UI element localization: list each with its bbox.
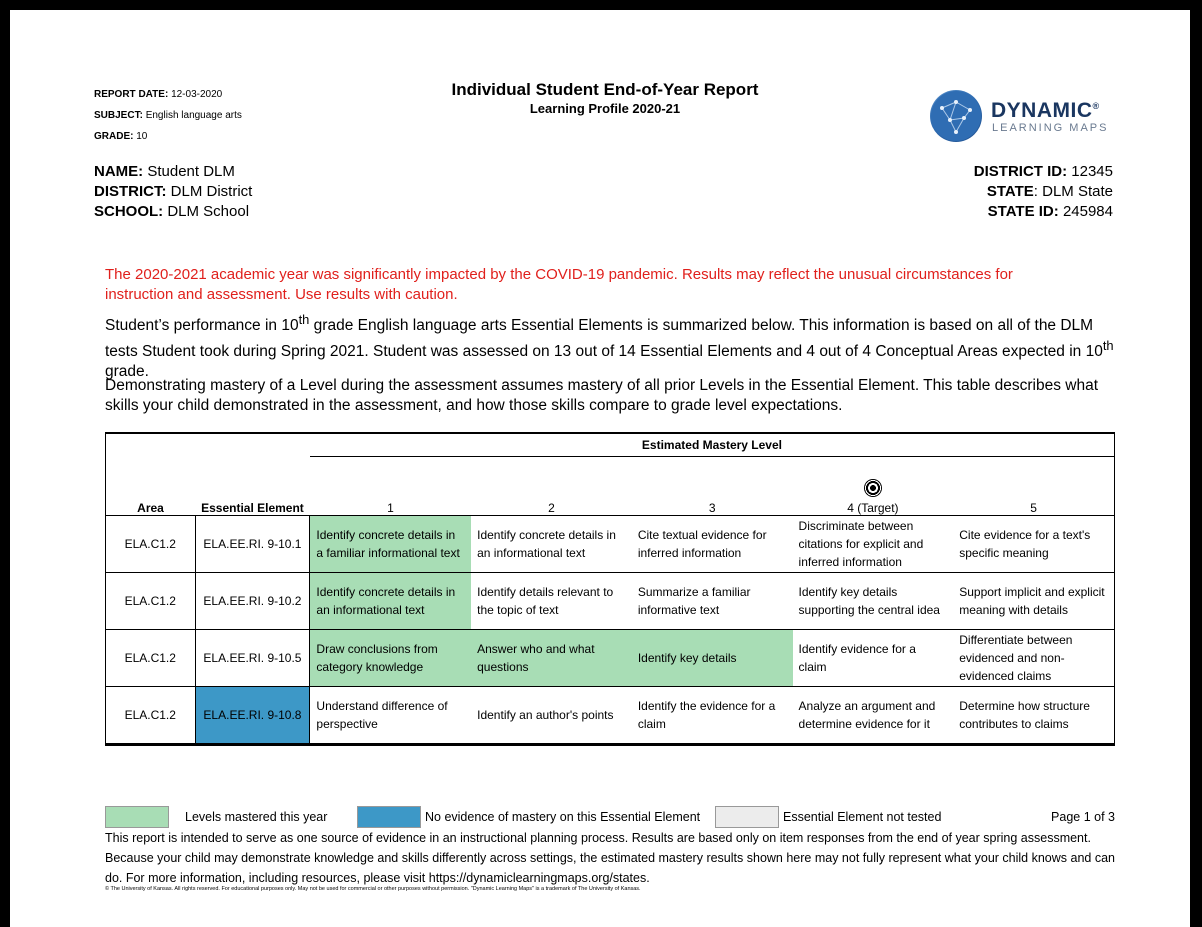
level-cell: Identify key details supporting the central idea bbox=[793, 573, 954, 630]
level-cell: Determine how structure contributes to claims bbox=[953, 687, 1114, 745]
covid-notice: The 2020-2021 academic year was significantly impacted by the COVID-19 pandemic. Results may reflect the unusual circumstances for instruction and assessment. Use results with caution. bbox=[105, 266, 1013, 303]
legend-swatch-mastered bbox=[105, 806, 169, 828]
table-row bbox=[106, 687, 1115, 745]
level-cell-mastered: Answer who and what questions bbox=[471, 630, 632, 687]
page-number: Page 1 of 3 bbox=[1051, 810, 1115, 824]
mastery-explanation: Demonstrating mastery of a Level during the assessment assumes mastery of all prior Levels in the Essential Element. This table describes what skills your child demonstrated in the assessment, and how those skills compare to grade level expectations. bbox=[105, 377, 1099, 414]
table-caption: Estimated Mastery Level bbox=[310, 433, 1115, 457]
table-row bbox=[106, 573, 1115, 630]
student-school: DLM School bbox=[167, 203, 250, 220]
legend-label-mastered: Levels mastered this year bbox=[185, 810, 328, 824]
district-id: 12345 bbox=[1071, 163, 1113, 180]
level-cell-mastered: Identify key details bbox=[632, 630, 793, 687]
col-ee-header: Essential Element bbox=[201, 501, 304, 515]
level-cell: Identify evidence for a claim bbox=[793, 630, 954, 687]
legend-label-no-evidence: No evidence of mastery on this Essential Element bbox=[425, 810, 701, 824]
state-id: 245984 bbox=[1062, 203, 1113, 220]
student-district: DLM District bbox=[170, 183, 253, 200]
area-cell: ELA.C1.2 bbox=[106, 573, 196, 630]
logo-text: DYNAMIC bbox=[991, 99, 1093, 122]
level-1-header: 1 bbox=[387, 501, 394, 515]
report-title-block bbox=[390, 80, 820, 116]
copyright-notice: © The University of Kansas. All rights reserved. For educational purposes only. May not be used for commercial or other purposes without permission. "Dynamic Learning Maps" is a trademark of The University of Kansas. bbox=[105, 886, 641, 892]
report-date: 12-03-2020 bbox=[171, 89, 223, 100]
area-cell: ELA.C1.2 bbox=[106, 687, 196, 745]
level-cell: Identify an author's points bbox=[471, 687, 632, 745]
state-id-label: STATE ID: bbox=[987, 203, 1059, 220]
school-label: SCHOOL: bbox=[94, 203, 164, 220]
level-5-header: 5 bbox=[1030, 501, 1037, 515]
level-3-header: 3 bbox=[708, 501, 716, 515]
legend bbox=[105, 806, 1115, 828]
report-date-label: REPORT DATE bbox=[94, 89, 165, 100]
level-cell: Differentiate between evidenced and non-evidenced claims bbox=[953, 630, 1114, 687]
level-cell: Discriminate between citations for explicit and inferred information bbox=[793, 516, 954, 573]
ee-cell: ELA.EE.RI. 9-10.2 bbox=[195, 573, 310, 630]
grade-label: GRADE bbox=[94, 131, 131, 142]
table-row bbox=[106, 516, 1115, 573]
state-label: STATE bbox=[986, 183, 1034, 200]
target-icon bbox=[864, 479, 882, 497]
legend-label-not-tested: Essential Element not tested bbox=[783, 810, 942, 824]
report-page bbox=[10, 10, 1190, 927]
level-cell-mastered: Draw conclusions from category knowledge bbox=[310, 630, 471, 687]
level-cell: Support implicit and explicit meaning with details bbox=[953, 573, 1114, 630]
report-subtitle: Learning Profile 2020-21 bbox=[529, 101, 681, 116]
mastery-table bbox=[105, 432, 1115, 746]
district-info: DISTRICT ID: 12345 STATE: DLM State STATE ID: 245984 bbox=[973, 163, 1113, 220]
level-cell: Analyze an argument and determine evidence for it bbox=[793, 687, 954, 745]
area-cell: ELA.C1.2 bbox=[106, 516, 196, 573]
logo-subtext: LEARNING MAPS bbox=[992, 122, 1109, 134]
student-name: Student DLM bbox=[147, 163, 235, 180]
level-cell: Cite textual evidence for inferred information bbox=[632, 516, 793, 573]
level-2-header: 2 bbox=[548, 501, 555, 515]
subject: English language arts bbox=[145, 110, 242, 121]
ee-cell: ELA.EE.RI. 9-10.5 bbox=[195, 630, 310, 687]
level-cell-mastered: Identify concrete details in a familiar informational text bbox=[310, 516, 471, 573]
district-label: DISTRICT: bbox=[94, 183, 167, 200]
globe-network-icon bbox=[930, 90, 982, 142]
level-cell: Cite evidence for a text's specific meaning bbox=[953, 516, 1114, 573]
dlm-logo bbox=[930, 90, 1120, 142]
table-row bbox=[106, 630, 1115, 687]
legend-swatch-not-tested bbox=[715, 806, 779, 828]
student-info bbox=[94, 162, 252, 222]
level-cell: Identify concrete details in an informational text bbox=[471, 516, 632, 573]
report-meta: REPORT DATE: 12-03-2020 SUBJECT: English language arts GRADE: 10 bbox=[94, 89, 242, 142]
level-cell: Identify details relevant to the topic of text bbox=[471, 573, 632, 630]
report-title: Individual Student End-of-Year Report bbox=[451, 80, 759, 99]
state: DLM State bbox=[1042, 183, 1113, 200]
ee-cell-no-evidence: ELA.EE.RI. 9-10.8 bbox=[195, 687, 310, 745]
district-id-label: DISTRICT ID: bbox=[973, 163, 1068, 180]
level-4-header: 4 (Target) bbox=[793, 457, 954, 516]
logo-registered-mark: ® bbox=[1092, 101, 1100, 111]
area-cell: ELA.C1.2 bbox=[106, 630, 196, 687]
footer-disclaimer: This report is intended to serve as one source of evidence in an instructional planning process. Results are based only on item responses from the end of year spring assessment. Because your child may demonstrate knowledge and skills differently across settings, the estimated mastery results shown here may not fully represent what your child knows and can do. For more information, including resources, please visit https://dynamiclearningmaps.org/states. bbox=[105, 831, 1115, 885]
legend-swatch-no-evidence bbox=[357, 806, 421, 828]
level-cell: Understand difference of perspective bbox=[310, 687, 471, 745]
grade: 10 bbox=[136, 131, 148, 142]
name-label: NAME: bbox=[94, 163, 144, 180]
level-cell: Summarize a familiar informative text bbox=[632, 573, 793, 630]
level-cell-mastered: Identify concrete details in an informational text bbox=[310, 573, 471, 630]
performance-summary: Student’s performance in 10th grade English language arts Essential Elements is summarized below. This information is based on all of the DLM tests Student took during Spring 2021. Student was assessed on 13 out of 14 Essential Elements and 4 out of 4 Conceptual Areas expected in 10th grade. bbox=[105, 312, 1114, 381]
col-area-header: Area bbox=[137, 501, 164, 515]
ee-cell: ELA.EE.RI. 9-10.1 bbox=[195, 516, 310, 573]
level-cell: Identify the evidence for a claim bbox=[632, 687, 793, 745]
subject-label: SUBJECT bbox=[94, 110, 140, 121]
